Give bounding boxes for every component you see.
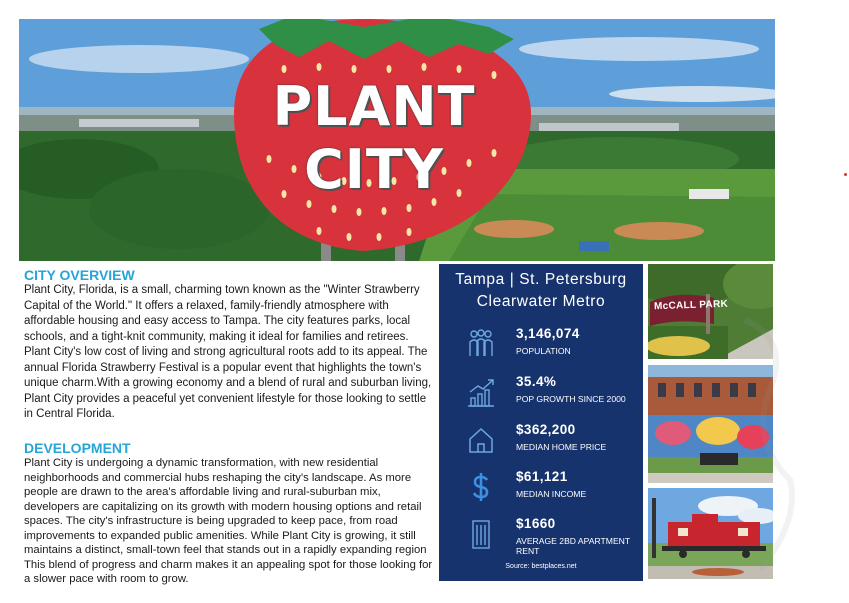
stat-value: $61,121 (516, 469, 568, 484)
development-text (24, 456, 442, 587)
text-line: Plant City, Florida, is a small, charming town known as the "Winter Strawberry (24, 284, 420, 296)
park-sign-text: McCALL PARK (653, 298, 729, 313)
stats-title-line2: Clearwater Metro (476, 293, 606, 310)
development-section (24, 440, 442, 587)
text-line: maintains a distinct, small-town feel that stands out in a rapidly expanding region (24, 544, 427, 556)
stray-dot (844, 173, 847, 176)
text-line: This blend of progress and charm makes it an appealing spot for those looking for (24, 558, 433, 571)
stat-label: POP GROWTH SINCE 2000 (516, 394, 626, 404)
stat-home-price (439, 422, 643, 466)
text-line: developers are capitalizing on its growth with modern housing options and retail (24, 500, 422, 513)
stat-value: 3,146,074 (516, 326, 580, 341)
text-line: unique charm.With a growing economy and a blend of rural and suburban living, (24, 377, 432, 389)
text-line: Capital of the World." It offers a relaxed, family-friendly atmosphere with (24, 299, 389, 312)
development-heading: DEVELOPMENT (24, 440, 131, 456)
text-line: spaces. The city's infrastructure is being upgraded to keep pace, from road (24, 515, 398, 527)
stat-value: $1660 (516, 516, 556, 531)
dollar-icon (466, 471, 496, 503)
city-overview-text (24, 283, 442, 423)
text-line: a slower pace with room to grow. (24, 573, 189, 585)
text-line: schools, and a tight-knit community, making it ideal for families and retirees. (24, 330, 409, 343)
text-line: Plant City is undergoing a dynamic transformation, with new residential (24, 457, 379, 469)
city-overview-section (24, 267, 442, 423)
stat-value: 35.4% (516, 374, 557, 389)
water-tower-text: PLANT CITY (272, 75, 476, 201)
text-line: in Central Florida. (24, 408, 115, 420)
stats-source: Source: bestplaces.net (505, 563, 577, 570)
stat-label: MEDIAN HOME PRICE (516, 442, 607, 452)
building-icon (466, 518, 496, 550)
stats-title (439, 269, 643, 313)
watermark-decoration (740, 300, 800, 600)
text-line: annual Florida Strawberry Festival is a popular event that highlights the town's (24, 361, 422, 374)
text-line: neighborhoods and commercial hubs reshaping the city's landscape. As more (24, 471, 412, 484)
text-line: people are drawn to the area's affordable living and rural-suburban mix, (24, 486, 381, 498)
stat-pop-growth (439, 374, 643, 418)
house-icon (466, 424, 496, 456)
metro-stats-panel (439, 264, 643, 581)
stats-title-line1: Tampa | St. Petersburg (455, 271, 627, 288)
stat-label: POPULATION (516, 346, 571, 356)
people-icon (466, 328, 496, 360)
text-line: affordable housing and easy access to Tampa. The city features parks, local (24, 315, 411, 327)
stat-population (439, 326, 643, 370)
text-line: Plant City provides a peaceful yet convenient lifestyle for those looking to settle (24, 392, 427, 405)
city-overview-heading: CITY OVERVIEW (24, 267, 135, 283)
text-line: improvements to expanded public amenities. While Plant City is growing, it still (24, 529, 416, 542)
stat-value: $362,200 (516, 422, 576, 437)
stat-label: AVERAGE 2BD APARTMENT RENT (516, 536, 630, 556)
text-line: Plant City's low cost of living and strong agricultural roots add to its appeal. The (24, 346, 428, 358)
growth-chart-icon (466, 376, 496, 408)
stat-label: MEDIAN INCOME (516, 489, 587, 499)
stat-apartment-rent (439, 516, 643, 560)
stat-median-income (439, 469, 643, 513)
hero-image (19, 19, 775, 261)
